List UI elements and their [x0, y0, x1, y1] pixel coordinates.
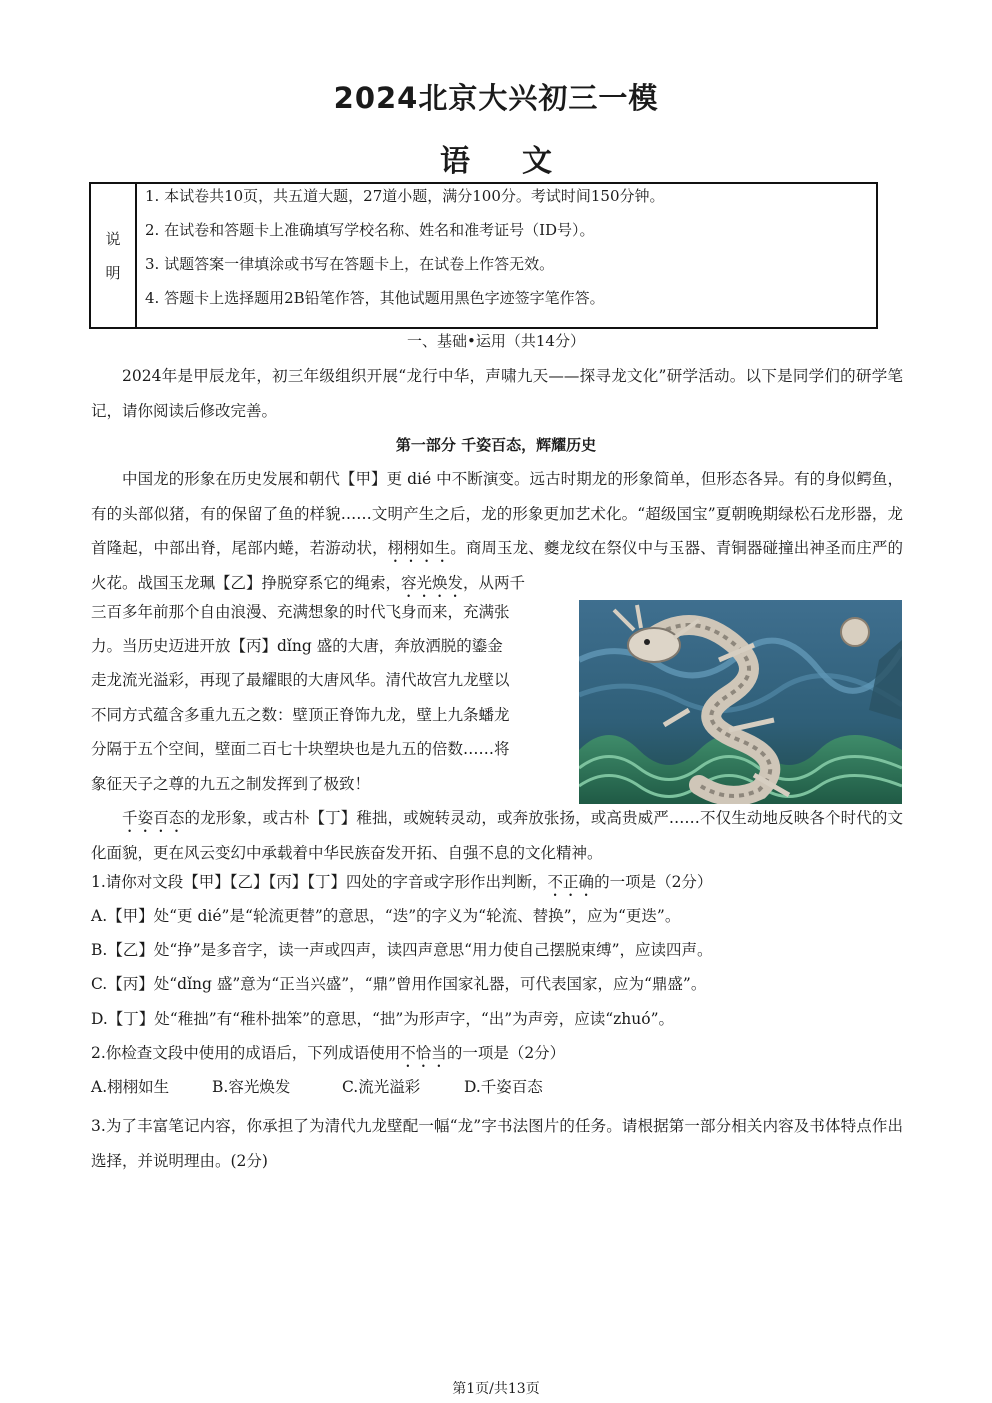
- nine-dragon-wall-photo: [579, 600, 902, 804]
- passage-text: 中国龙的形象在历史发展和朝代【甲】更 dié 中不断演变。远古时期龙的形象简单，但形态各异。有的身似鳄鱼，有的头部似猪，有的保留了鱼的样貌……文明产生之后，龙的形象更加艺术化。“超级国宝”夏朝晚期绿松石龙形器，龙首隆起，中部出脊，尾部内蜷，若游动状，: [91, 470, 903, 557]
- passage-wrap-line: 力。当历史迈进开放【丙】dǐng 盛的大唐，奔放洒脱的鎏金: [91, 637, 503, 655]
- passage-text: 的龙形象，或古朴【丁】稚拙，或婉转灵动，或奔放张扬，或高贵威严……不仅生动地反映各个时代的文化面貌，更在风云变幻中承载着中华民族奋发开拓、自强不息的文化精神。: [91, 809, 903, 862]
- question-2-options: [91, 1075, 543, 1097]
- subject-char-2: 文: [522, 144, 552, 179]
- passage-wrap-line: 三百多年前那个自由浪漫、充满想象的时代飞身而来，充满张: [91, 603, 510, 621]
- emphasis-not-correct: 不正确: [547, 873, 595, 891]
- instruction-item: 4. 答题卡上选择题用2B铅笔作答，其他试题用黑色字迹签字笔作答。: [145, 289, 605, 307]
- instruction-item: 3. 试题答案一律填涂或书写在答题卡上，在试卷上作答无效。: [145, 255, 555, 273]
- passage-text: 。商周玉龙、夔龙纹在祭仪中与玉器、青铜器碰撞出神圣而庄严的火花。战国玉龙珮【乙】挣脱穿系它的绳索，: [91, 539, 903, 592]
- subject-char-1: 语: [440, 144, 470, 179]
- page-footer: 第1页/共13页: [452, 1381, 540, 1397]
- section-heading: 一、基础•运用（共14分）: [407, 332, 585, 350]
- part-heading: 第一部分 千姿百态，辉耀历史: [395, 436, 597, 454]
- intro-paragraph: 2024年是甲辰龙年，初三年级组织开展“龙行中华，声啸九天——探寻龙文化”研学活动。以下是同学们的研学笔记，请你阅读后修改完善。: [91, 367, 903, 420]
- question-1-option-d: D.【丁】处“稚拙”有“稚朴拙笨”的意思，“拙”为形声字，“出”为声旁，应读“zhuó”。: [91, 1010, 675, 1028]
- question-2-option-b: B.容光焕发: [212, 1078, 291, 1096]
- idiom-emphasis: 容光焕发: [401, 574, 464, 592]
- passage-wrap-line: 象征天子之尊的九五之制发挥到了极致！: [91, 775, 371, 793]
- instructions-label-char-1: 说: [105, 229, 121, 248]
- passage-wrap-line: 分隔于五个空间，壁面二百七十块塑块也是九五的倍数……将: [91, 740, 510, 758]
- question-2-stem: 2.你检查文段中使用的成语后，下列成语使用不恰当的一项是（2分）: [91, 1044, 566, 1062]
- subject-title: [0, 136, 992, 180]
- instructions-box: [89, 182, 878, 329]
- idiom-emphasis: 栩栩如生: [387, 539, 451, 557]
- passage-wrap-line: 走龙流光溢彩，再现了最耀眼的大唐风华。清代故宫九龙壁以: [91, 671, 510, 689]
- question-2-option-a: A.栩栩如生: [91, 1078, 170, 1096]
- passage-text: ，从两千: [463, 574, 526, 592]
- passage-wrap-line: 不同方式蕴含多重九五之数：壁顶正脊饰九龙，壁上九条蟠龙: [91, 706, 510, 724]
- instructions-label: [91, 184, 137, 327]
- question-1-option-b: B.【乙】处“挣”是多音字，读一声或四声，读四声意思“用力使自己摆脱束缚”，应读四声。: [91, 941, 713, 959]
- passage-paragraph-1: [91, 462, 903, 601]
- idiom-emphasis: 千姿百态: [122, 809, 185, 827]
- emphasis-not-appropriate: 不恰当: [400, 1044, 447, 1062]
- question-1-stem: 1.请你对文段【甲】【乙】【丙】【丁】四处的字音或字形作出判断，不正确的一项是（2分）: [91, 873, 713, 891]
- question-1-option-a: A.【甲】处“更 dié”是“轮流更替”的意思，“迭”的字义为“轮流、替换”，应为“更迭”。: [91, 907, 681, 925]
- question-3: 3.为了丰富笔记内容，你承担了为清代九龙壁配一幅“龙”字书法图片的任务。请根据第一部分相关内容及书体特点作出选择，并说明理由。(2分): [91, 1117, 903, 1170]
- page-title: 2024北京大兴初三一模: [333, 81, 659, 115]
- question-2-option-c: C.流光溢彩: [342, 1078, 421, 1096]
- passage-paragraph-2: [91, 801, 903, 871]
- question-1-option-c: C.【丙】处“dǐng 盛”意为“正当兴盛”，“鼎”曾用作国家礼器，可代表国家，应为“鼎盛”。: [91, 975, 707, 993]
- instruction-item: 2. 在试卷和答题卡上准确填写学校名称、姓名和准考证号（ID号）。: [145, 221, 595, 239]
- instruction-item: 1. 本试卷共10页，共五道大题，27道小题，满分100分。考试时间150分钟。: [145, 187, 665, 205]
- instructions-label-char-2: 明: [105, 263, 121, 282]
- question-2-option-d: D.千姿百态: [464, 1078, 543, 1096]
